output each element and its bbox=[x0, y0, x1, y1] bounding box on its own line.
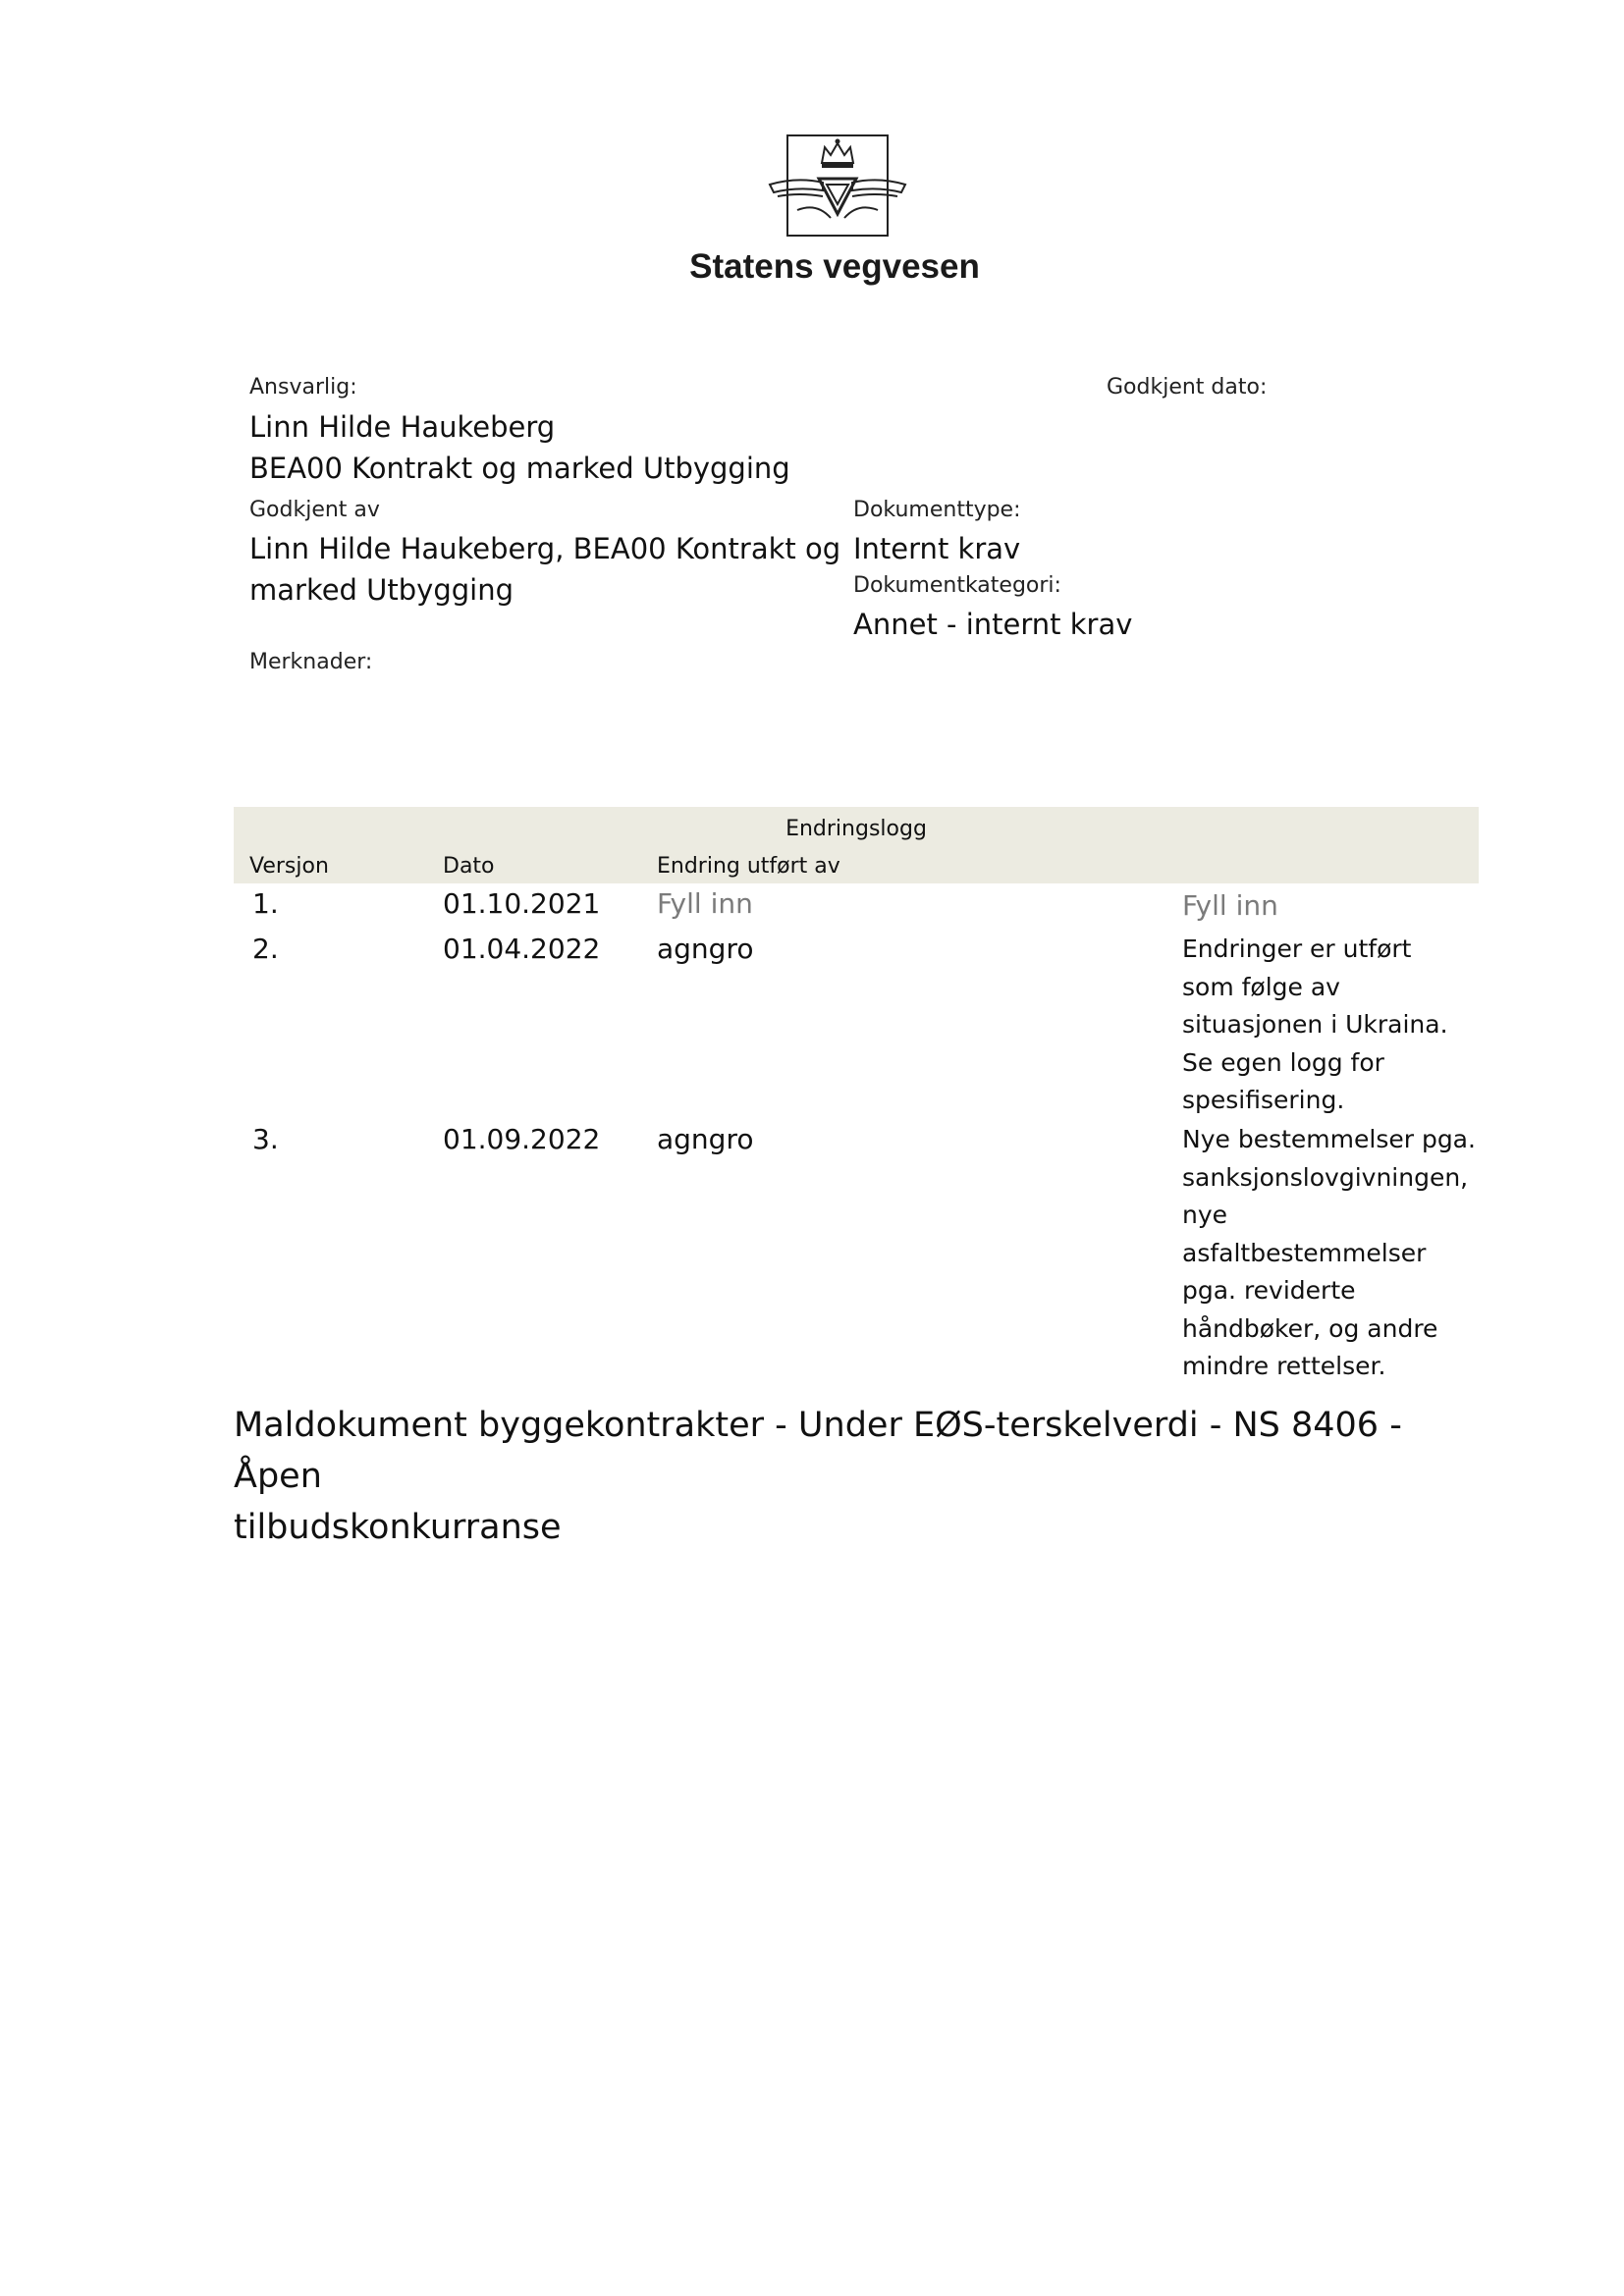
note-line: mindre rettelser. bbox=[1182, 1352, 1386, 1380]
dokumentkategori-label: Dokumentkategori: bbox=[853, 573, 1061, 598]
table-row bbox=[234, 931, 1479, 1121]
changelog-table bbox=[234, 807, 1479, 1386]
row-author: agngro bbox=[657, 933, 754, 965]
document-title bbox=[234, 1400, 1481, 1553]
row-date: 01.09.2022 bbox=[443, 1123, 601, 1155]
note-line: Nye bestemmelser pga. bbox=[1182, 1125, 1476, 1153]
godkjent-av-label: Godkjent av bbox=[249, 498, 380, 522]
note-line: asfaltbestemmelser bbox=[1182, 1238, 1427, 1267]
row-version: 2. bbox=[252, 933, 279, 965]
ansvarlig-unit: BEA00 Kontrakt og marked Utbygging bbox=[249, 452, 790, 485]
dokumentkategori-value: Annet - internt krav bbox=[853, 608, 1133, 641]
note-line: nye bbox=[1182, 1201, 1228, 1229]
godkjent-av-line1: Linn Hilde Haukeberg, BEA00 Kontrakt og bbox=[249, 532, 841, 565]
changelog-title: Endringslogg bbox=[785, 817, 927, 841]
note-line: håndbøker, og andre bbox=[1182, 1313, 1438, 1343]
document-title-line1: Maldokument byggekontrakter - Under EØS-terskelverdi - NS 8406 - Åpen bbox=[234, 1406, 1402, 1496]
ansvarlig-name: Linn Hilde Haukeberg bbox=[249, 410, 556, 444]
row-note bbox=[1182, 1121, 1477, 1386]
col-header-author: Endring utført av bbox=[657, 854, 840, 879]
document-title-line2: tilbudskonkurranse bbox=[234, 1508, 562, 1547]
ansvarlig-label: Ansvarlig: bbox=[249, 375, 357, 400]
row-note: Fyll inn bbox=[1182, 889, 1278, 922]
note-line: Se egen logg for bbox=[1182, 1047, 1384, 1077]
table-row bbox=[234, 883, 1479, 931]
col-header-version: Versjon bbox=[249, 854, 329, 879]
godkjent-dato-label: Godkjent dato: bbox=[1107, 375, 1268, 400]
note-line: situasjonen i Ukraina. bbox=[1182, 1010, 1448, 1039]
note-line: Endringer er utført bbox=[1182, 934, 1412, 963]
col-header-date: Dato bbox=[443, 854, 495, 879]
row-version: 1. bbox=[252, 887, 279, 920]
row-author: Fyll inn bbox=[657, 887, 753, 920]
godkjent-av-line2: marked Utbygging bbox=[249, 573, 514, 607]
note-line: pga. reviderte bbox=[1182, 1276, 1356, 1305]
row-date: 01.04.2022 bbox=[443, 933, 601, 965]
note-line: sanksjonslovgivningen, bbox=[1182, 1162, 1469, 1192]
dokumenttype-value: Internt krav bbox=[853, 532, 1021, 565]
row-date: 01.10.2021 bbox=[443, 887, 601, 920]
merknader-label: Merknader: bbox=[249, 650, 373, 674]
row-note bbox=[1182, 931, 1477, 1120]
row-author: agngro bbox=[657, 1123, 754, 1155]
note-line: som følge av bbox=[1182, 972, 1340, 1001]
statens-vegvesen-logo-icon bbox=[768, 133, 907, 238]
dokumenttype-label: Dokumenttype: bbox=[853, 498, 1021, 522]
row-version: 3. bbox=[252, 1123, 279, 1155]
table-row bbox=[234, 1121, 1479, 1386]
note-line: spesifisering. bbox=[1182, 1086, 1345, 1114]
brand-name: Statens vegvesen bbox=[689, 247, 980, 286]
changelog-header bbox=[234, 807, 1479, 883]
